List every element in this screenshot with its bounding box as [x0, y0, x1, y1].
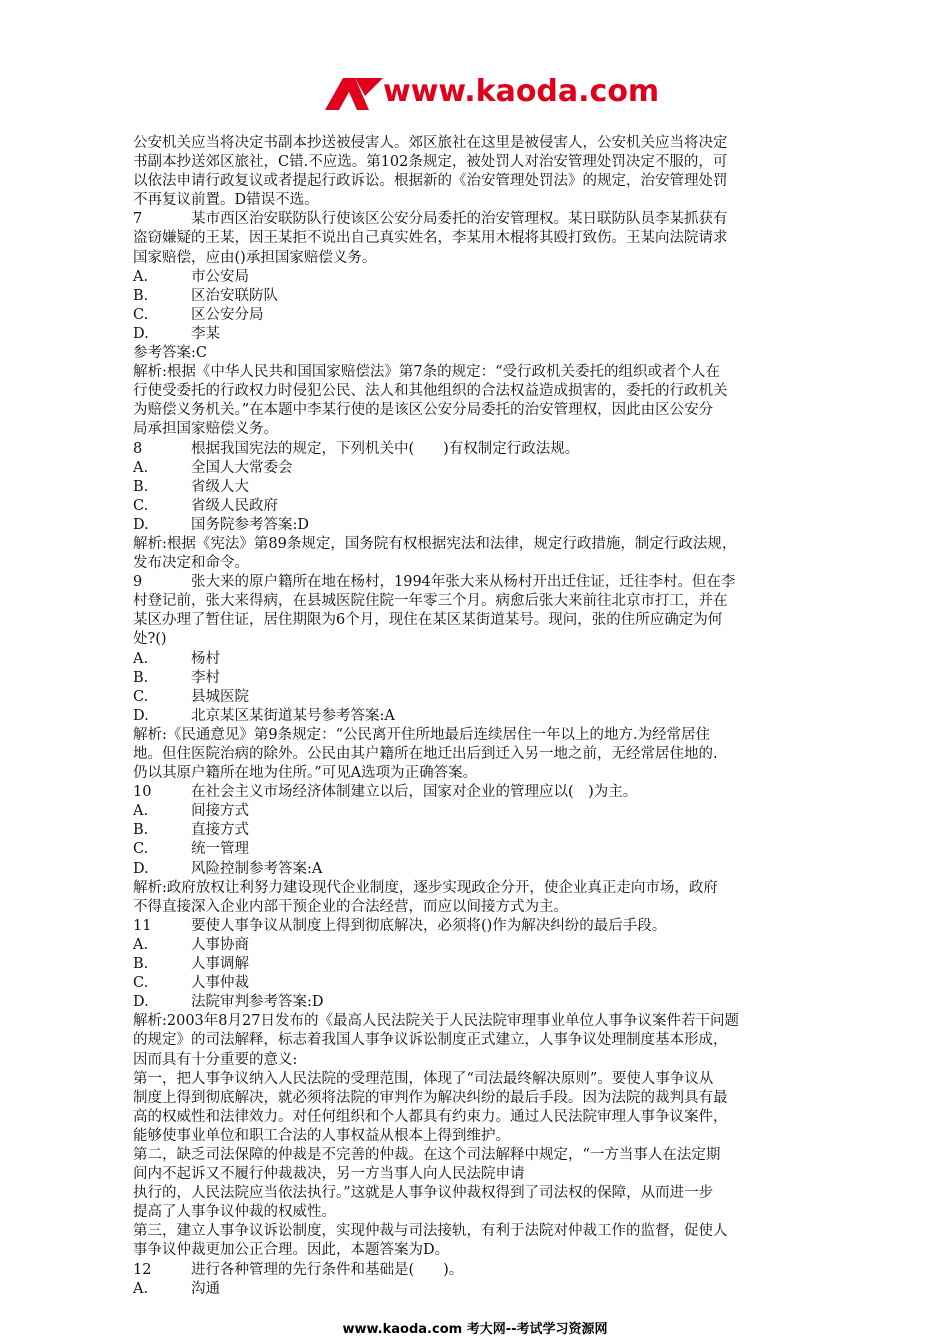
option-item	[133, 936, 823, 955]
analysis-line: 解析:《民通意见》第9条规定：“公民离开住所地最后连续居住一年以上的地方.为经常居住	[133, 726, 711, 743]
analysis-line: 行使受委托的行政权力时侵犯公民、法人和其他组织的合法权益造成损害的，委托的行政机关	[133, 383, 728, 400]
analysis-line: 地。但住医院治病的除外。公民由其户籍所在地迁出后到迁入另一地之前，无经常居住地的.	[133, 746, 718, 762]
question-block	[133, 917, 823, 1261]
option-item	[133, 993, 823, 1012]
question-stem: 张大来的原户籍所在地在杨村，1994年张大来从杨村开出迁住证，迁往李村。但在李	[191, 574, 736, 591]
question-number: 8	[133, 440, 143, 457]
option-item	[133, 688, 823, 707]
option-text: 区公安分局	[191, 306, 264, 323]
analysis-line: 发布决定和命令。	[133, 555, 249, 572]
option-text: 李某	[191, 325, 220, 342]
option-text: 统一管理	[191, 841, 249, 858]
option-letter: C.	[133, 841, 149, 858]
option-item	[133, 650, 823, 669]
analysis-line: 的规定》的司法解释，标志着我国人事争议诉讼制度正式建立，人事争议处理制度基本形成，	[133, 1032, 728, 1049]
option-letter: A.	[133, 459, 149, 476]
option-text: 法院审判参考答案:D	[191, 994, 324, 1011]
option-text: 省级人大	[191, 478, 249, 495]
option-letter: D.	[133, 325, 149, 342]
option-item	[133, 268, 823, 287]
question-block	[133, 210, 823, 439]
analysis-line: 执行的，人民法院应当依法执行。”这就是人事争议仲裁权得到了司法权的保障，从而进一步	[133, 1185, 714, 1202]
option-text: 直接方式	[191, 822, 249, 839]
option-text: 县城医院	[191, 688, 249, 705]
question-stem: 在社会主义市场经济体制建立以后，国家对企业的管理应以( )为主。	[191, 784, 638, 801]
option-letter: B.	[133, 669, 149, 686]
text-line: 书副本抄送郊区旅社，C错.不应选。第102条规定，被处罚人对治安管理处罚决定不服的，可	[133, 154, 728, 171]
logo[interactable]	[325, 70, 660, 120]
option-item	[133, 325, 823, 344]
option-letter: B.	[133, 287, 149, 304]
document-body	[133, 134, 823, 1299]
option-letter: A.	[133, 268, 149, 285]
question-block	[133, 1261, 823, 1299]
analysis-line: 第三，建立人事争议诉讼制度，实现仲裁与司法接轨，有利于法院对仲裁工作的监督，促使人	[133, 1223, 728, 1240]
question-number: 10	[133, 784, 152, 801]
text-line: 不再复议前置。D错误不选。	[133, 192, 319, 209]
option-text: 风险控制参考答案:A	[191, 860, 323, 877]
option-item	[133, 478, 823, 497]
option-letter: B.	[133, 822, 149, 839]
analysis-line: 能够使事业单位和职工合法的人事权益从根本上得到维护。	[133, 1127, 510, 1144]
option-item	[133, 459, 823, 478]
option-letter: C.	[133, 497, 149, 514]
question-stem: 盗窃嫌疑的王某，因王某拒不说出自己真实姓名，李某用木棍将其殴打致伤。王某向法院请求	[133, 230, 728, 247]
option-item	[133, 974, 823, 993]
option-text: 北京某区某街道某号参考答案:A	[191, 707, 395, 724]
option-text: 沟通	[191, 1280, 220, 1297]
analysis-line: 事争议仲裁更加公正合理。因此，本题答案为D。	[133, 1242, 450, 1259]
option-letter: D.	[133, 994, 149, 1011]
option-text: 人事调解	[191, 956, 249, 973]
question-block	[133, 440, 823, 574]
intro-paragraph	[133, 134, 823, 210]
option-item	[133, 516, 823, 535]
question-stem: 某区办理了暂住证，居住期限为6个月，现住在某区某街道某号。现问，张的住所应确定为何	[133, 612, 723, 629]
analysis-line: 间内不起诉又不履行仲裁裁决，另一方当事人向人民法院申请	[133, 1166, 525, 1183]
option-letter: C.	[133, 306, 149, 323]
option-letter: D.	[133, 860, 149, 877]
analysis-line: 解析:政府放权让利努力建设现代企业制度，逐步实现政企分开，使企业真正走向市场，政府	[133, 879, 718, 896]
option-letter: A.	[133, 936, 149, 953]
analysis-line: 不得直接深入企业内部干预企业的合法经营，而应以间接方式为主。	[133, 898, 568, 915]
option-item	[133, 669, 823, 688]
option-item	[133, 955, 823, 974]
text-line: 以依法申请行政复议或者提起行政诉讼。根据新的《治安管理处罚法》的规定，治安管理处罚	[133, 173, 728, 190]
option-text: 省级人民政府	[191, 497, 278, 514]
site-url[interactable]: www.kaoda.com	[383, 74, 660, 109]
question-stem: 国家赔偿，应由()承担国家赔偿义务。	[133, 249, 377, 266]
analysis-line: 制度上得到彻底解决，就必须将法院的审判作为解决纠纷的最后手段。因为法院的裁判具有最	[133, 1089, 728, 1106]
question-block	[133, 573, 823, 783]
analysis-line: 第一，把人事争议纳入人民法院的受理范围，体现了“司法最终解决原则”。要使人事争议从	[133, 1070, 714, 1087]
question-stem: 处?()	[133, 631, 167, 648]
option-letter: D.	[133, 707, 149, 724]
option-text: 全国人大常委会	[191, 459, 293, 476]
analysis-line: 局承担国家赔偿义务。	[133, 421, 278, 438]
question-list	[133, 210, 823, 1298]
option-item	[133, 860, 823, 879]
analysis-line: 高的权威性和法律效力。对任何组织和个人都具有约束力。通过人民法院审理人事争议案件，	[133, 1108, 728, 1125]
analysis-line: 因而具有十分重要的意义:	[133, 1051, 298, 1068]
option-letter: A.	[133, 650, 149, 667]
option-text: 人事协商	[191, 936, 249, 953]
option-item	[133, 306, 823, 325]
option-text: 间接方式	[191, 803, 249, 820]
question-stem: 根据我国宪法的规定，下列机关中( )有权制定行政法规。	[191, 440, 580, 457]
option-item	[133, 497, 823, 516]
analysis-line: 为赔偿义务机关。”在本题中李某行使的是该区公安分局委托的治安管理权，因此由区公安分	[133, 402, 714, 419]
question-block	[133, 783, 823, 917]
option-letter: B.	[133, 478, 149, 495]
question-stem: 要使人事争议从制度上得到彻底解决，必须将()作为解决纠纷的最后手段。	[191, 917, 667, 934]
option-text: 区治安联防队	[191, 287, 278, 304]
analysis-line: 仍以其原户籍所在地为住所。”可见A选项为正确答案。	[133, 765, 478, 782]
question-number: 11	[133, 917, 152, 934]
option-text: 国务院参考答案:D	[191, 516, 310, 533]
question-stem: 某市西区治安联防队行使该区公安分局委托的治安管理权。某日联防队员李某抓获有	[191, 211, 728, 228]
option-item	[133, 821, 823, 840]
option-letter: A.	[133, 803, 149, 820]
analysis-line: 第二，缺乏司法保障的仲裁是不完善的仲裁。在这个司法解释中规定，“一方当事人在法定期	[133, 1146, 721, 1163]
option-letter: A.	[133, 1280, 149, 1297]
option-item	[133, 707, 823, 726]
option-letter: B.	[133, 956, 149, 973]
question-number: 12	[133, 1261, 152, 1278]
analysis-line: 提高了人事争议仲裁的权威性。	[133, 1204, 336, 1221]
option-letter: D.	[133, 516, 149, 533]
text-line: 公安机关应当将决定书副本抄送被侵害人。郊区旅社在这里是被侵害人，公安机关应当将决定	[133, 135, 728, 151]
analysis-line: 解析:根据《中华人民共和国国家赔偿法》第7条的规定：“受行政机关委托的组织或者个人在	[133, 364, 721, 381]
option-text: 杨村	[191, 650, 220, 667]
question-stem: 村登记前，张大来得病，在县城医院住院一年零三个月。病愈后张大来前往北京市打工，并在	[133, 593, 728, 610]
option-item	[133, 1280, 823, 1299]
analysis-line: 解析:2003年8月27日发布的《最高人民法院关于人民法院审理事业单位人事争议案件若干问题	[133, 1013, 739, 1030]
option-letter: C.	[133, 975, 149, 992]
kaoda-logo-icon	[325, 76, 385, 112]
option-item	[133, 287, 823, 306]
option-text: 人事仲裁	[191, 975, 249, 992]
option-item	[133, 840, 823, 859]
footer: www.kaoda.com 考大网--考试学习资源网	[342, 1322, 608, 1337]
option-text: 市公安局	[191, 268, 249, 285]
question-stem: 进行各种管理的先行条件和基础是( )。	[191, 1261, 464, 1278]
option-item	[133, 802, 823, 821]
option-text: 李村	[191, 669, 220, 686]
answer-line: 参考答案:C	[133, 345, 207, 362]
analysis-line: 解析:根据《宪法》第89条规定，国务院有权根据宪法和法律，规定行政措施，制定行政法规，	[133, 535, 737, 552]
question-number: 7	[133, 211, 143, 228]
question-number: 9	[133, 574, 143, 591]
option-letter: C.	[133, 688, 149, 705]
